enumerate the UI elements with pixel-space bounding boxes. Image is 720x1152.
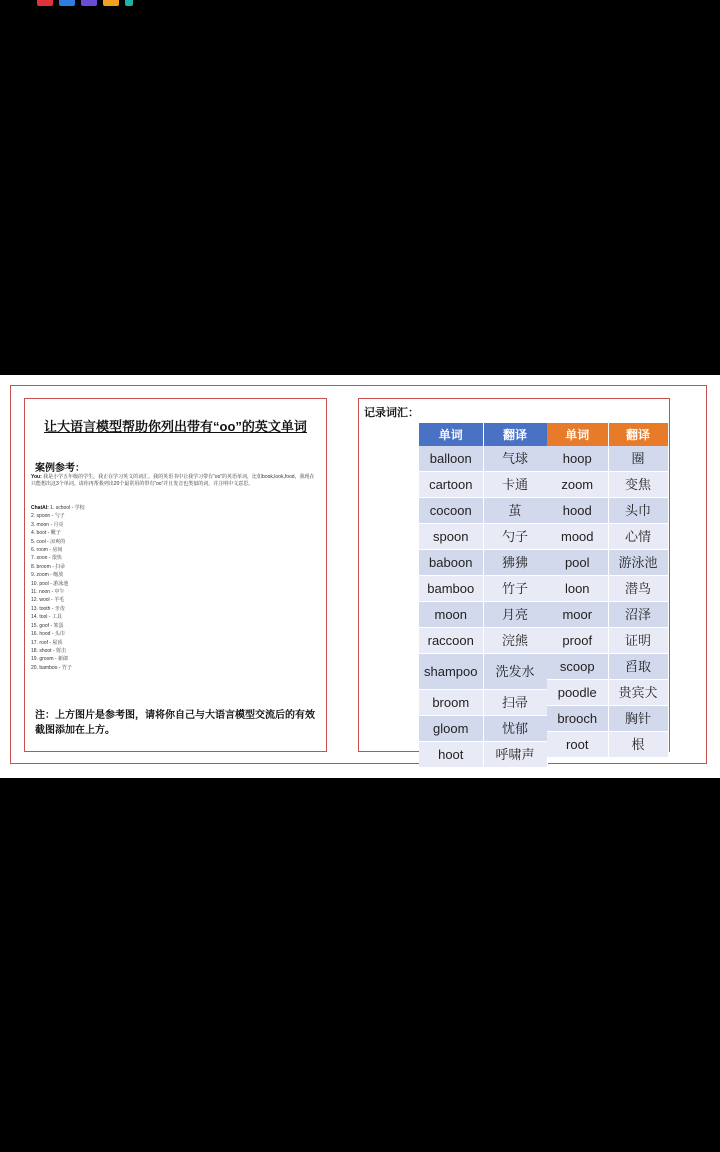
vocab-word: proof	[547, 628, 608, 654]
status-bar-icons	[37, 0, 133, 6]
vocab-table-2	[547, 423, 669, 758]
vocab-row	[419, 472, 547, 498]
ai-item: 11. noon - 中午	[31, 589, 65, 596]
app-notification-icon	[125, 0, 133, 6]
ai-item: 2. spoon - 勺子	[31, 513, 65, 520]
vocab-row	[419, 602, 547, 628]
vocab-word: cocoon	[419, 498, 483, 524]
vocab-row	[419, 446, 547, 472]
ai-label: ChatAI:	[31, 505, 49, 511]
vocab-word: moor	[547, 602, 608, 628]
vocab-translation: 洗发水	[483, 654, 547, 690]
vocab-row	[419, 550, 547, 576]
vocab-word: pool	[547, 550, 608, 576]
vocab-row	[419, 716, 547, 742]
header-word: 单词	[419, 423, 483, 446]
vocab-row	[547, 446, 668, 472]
vocab-translation: 茧	[483, 498, 547, 524]
ai-item: 5. cool - 凉爽的	[31, 538, 66, 545]
ai-item: 10. pool - 游泳池	[31, 580, 69, 587]
case-heading: 案例参考：	[35, 463, 85, 474]
vocab-translation: 证明	[608, 628, 668, 654]
vocab-word: shampoo	[419, 654, 483, 690]
vocab-word: zoom	[547, 472, 608, 498]
vocab-translation: 胸针	[608, 706, 668, 732]
ai-item: 3. moon - 月亮	[31, 521, 64, 528]
vocab-word: raccoon	[419, 628, 483, 654]
ai-item: 15. goof - 笨蛋	[31, 622, 64, 629]
vocab-word: moon	[419, 602, 483, 628]
vocab-word: brooch	[547, 706, 608, 732]
ai-item: 9. zoom - 缩放	[31, 572, 64, 579]
vocab-translation: 沼泽	[608, 602, 668, 628]
vocab-translation: 勺子	[483, 524, 547, 550]
ai-item: 6. room - 房间	[31, 547, 63, 554]
header-translation: 翻译	[608, 423, 668, 446]
user-prompt-text: 我是小学五年级的学生，我正在学习英文的词汇。我的英语书中让我学习带有“oo”的英语单词，比如book,look,food，我现在只能想出这3个单词。请你再帮我列出20个最常用的带有“oo”并且发音也类似的词，并注明中文意思。	[31, 474, 315, 487]
vocab-row	[419, 498, 547, 524]
vocab-row	[547, 706, 668, 732]
reference-panel	[24, 398, 327, 752]
vocab-translation: 忧郁	[483, 716, 547, 742]
ai-item: 16. hood - 头巾	[31, 631, 65, 638]
vocab-word: spoon	[419, 524, 483, 550]
header-word: 单词	[547, 423, 608, 446]
vocab-translation: 浣熊	[483, 628, 547, 654]
vocab-row	[547, 602, 668, 628]
ai-item: 19. groom - 新郎	[31, 656, 68, 663]
user-label: You:	[31, 474, 42, 480]
app-notification-icon	[103, 0, 119, 6]
vocab-translation: 舀取	[608, 654, 668, 680]
vocab-word: mood	[547, 524, 608, 550]
vocab-word: hoop	[547, 446, 608, 472]
vocab-translation: 心情	[608, 524, 668, 550]
ai-item: 4. boot - 靴子	[31, 530, 61, 537]
vocab-row	[419, 524, 547, 550]
vocab-row	[547, 680, 668, 706]
vocab-row	[419, 628, 547, 654]
vocab-translation: 根	[608, 732, 668, 758]
vocab-translation: 贵宾犬	[608, 680, 668, 706]
vocabulary-panel	[358, 398, 670, 762]
vocab-row	[419, 742, 547, 768]
vocab-translation: 呼啸声	[483, 742, 547, 768]
vocab-word: bamboo	[419, 576, 483, 602]
ai-item: 14. tool - 工具	[31, 614, 62, 621]
vocab-row	[419, 690, 547, 716]
vocab-row	[547, 654, 668, 680]
vocab-word: broom	[419, 690, 483, 716]
ai-item: 17. roof - 屋顶	[31, 639, 63, 646]
vocab-row	[419, 654, 547, 690]
vocab-row	[547, 472, 668, 498]
vocab-table-1	[419, 423, 548, 768]
app-notification-icon	[81, 0, 97, 6]
header-translation: 翻译	[483, 423, 547, 446]
vocab-translation: 潜鸟	[608, 576, 668, 602]
vocab-word: loon	[547, 576, 608, 602]
vocab-row	[547, 628, 668, 654]
vocab-row	[547, 498, 668, 524]
vocab-translation: 气球	[483, 446, 547, 472]
note-text: 注：上方图片是参考图，请将你自己与大语言模型交流后的有效截图添加在上方。	[35, 710, 315, 736]
ai-item: 12. wool - 羊毛	[31, 597, 65, 604]
ai-item: 7. soon - 很快	[31, 555, 62, 562]
app-notification-icon	[37, 0, 53, 6]
vocab-translation: 游泳池	[608, 550, 668, 576]
ai-item: 8. broom - 扫帚	[31, 563, 66, 570]
ai-item: 13. tooth - 牙齿	[31, 605, 65, 612]
vocab-row	[547, 732, 668, 758]
record-label: 记录词汇：	[364, 407, 419, 419]
vocab-row	[547, 524, 668, 550]
panel-title: 让大语言模型帮助你列出带有“oo”的英文单词	[44, 419, 307, 434]
vocab-translation: 扫帚	[483, 690, 547, 716]
vocab-word: balloon	[419, 446, 483, 472]
vocab-row	[547, 550, 668, 576]
vocab-word: gloom	[419, 716, 483, 742]
vocab-word: scoop	[547, 654, 608, 680]
vocab-word: hood	[547, 498, 608, 524]
app-notification-icon	[59, 0, 75, 6]
vocab-translation: 竹子	[483, 576, 547, 602]
vocab-translation: 月亮	[483, 602, 547, 628]
ai-item: 20. bamboo - 竹子	[31, 664, 72, 671]
ai-item: 18. shoot - 射击	[31, 647, 67, 654]
vocab-word: cartoon	[419, 472, 483, 498]
vocab-word: root	[547, 732, 608, 758]
ai-response	[31, 504, 85, 672]
user-prompt	[31, 474, 316, 488]
vocab-row	[547, 576, 668, 602]
vocab-word: poodle	[547, 680, 608, 706]
vocab-translation: 卡通	[483, 472, 547, 498]
ai-item: 1. school - 学校	[50, 505, 85, 511]
vocab-translation: 变焦	[608, 472, 668, 498]
vocab-word: hoot	[419, 742, 483, 768]
vocab-word: baboon	[419, 550, 483, 576]
vocab-translation: 狒狒	[483, 550, 547, 576]
vocab-row	[419, 576, 547, 602]
vocab-translation: 圈	[608, 446, 668, 472]
vocab-translation: 头巾	[608, 498, 668, 524]
